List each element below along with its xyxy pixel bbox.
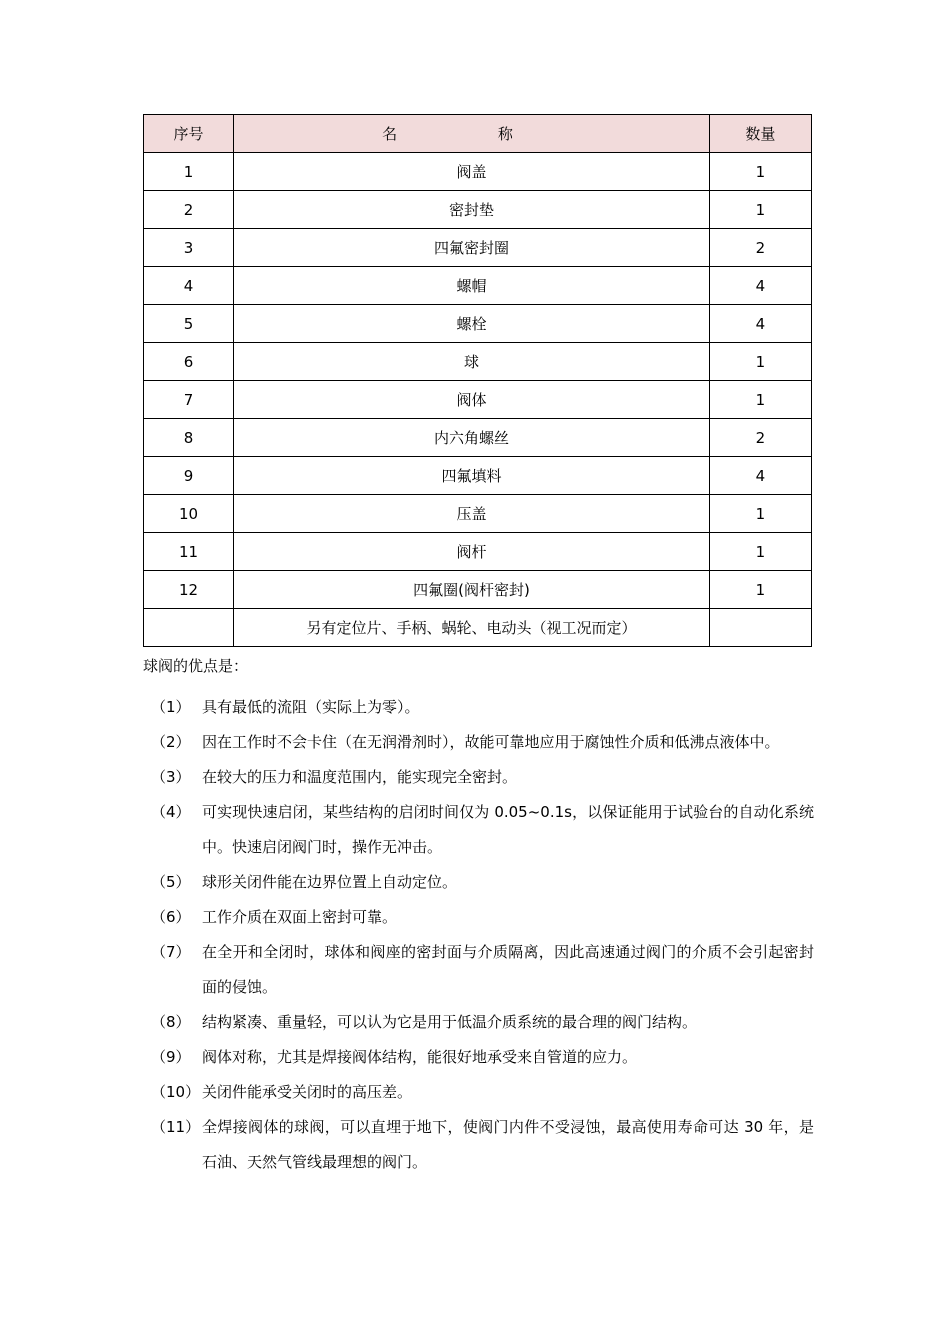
cell-no: 3 [144, 229, 234, 267]
cell-qty: 1 [709, 343, 811, 381]
cell-qty: 1 [709, 381, 811, 419]
cell-no: 11 [144, 533, 234, 571]
table-header-row [144, 115, 812, 153]
list-item [143, 935, 823, 1005]
cell-no: 7 [144, 381, 234, 419]
item-text: 在全开和全闭时，球体和阀座的密封面与介质隔离，因此高速通过阀门的介质不会引起密封面的侵蚀。 [202, 943, 814, 996]
header-no: 序号 [144, 115, 234, 153]
cell-qty: 2 [709, 229, 811, 267]
list-item [143, 1075, 823, 1110]
cell-no: 9 [144, 457, 234, 495]
cell-qty [709, 609, 811, 647]
item-number: （10） [151, 1083, 201, 1101]
table-row [144, 495, 812, 533]
cell-qty: 1 [709, 533, 811, 571]
cell-qty: 4 [709, 305, 811, 343]
advantages-intro: 球阀的优点是： [143, 657, 249, 675]
header-name: 名 称 [234, 115, 710, 153]
cell-name: 螺帽 [234, 267, 710, 305]
cell-qty: 1 [709, 153, 811, 191]
item-text: 球形关闭件能在边界位置上自动定位。 [202, 873, 458, 891]
item-number: （8） [151, 1013, 191, 1031]
cell-name: 球 [234, 343, 710, 381]
item-text: 可实现快速启闭，某些结构的启闭时间仅为 0.05~0.1s，以保证能用于试验台的自动化系统中。快速启闭阀门时，操作无冲击。 [202, 803, 814, 856]
cell-name: 密封垫 [234, 191, 710, 229]
list-item [143, 760, 823, 795]
cell-no: 10 [144, 495, 234, 533]
table-row [144, 457, 812, 495]
advantages-list [143, 690, 823, 1180]
table-row [144, 267, 812, 305]
cell-qty: 1 [709, 191, 811, 229]
list-item [143, 900, 823, 935]
item-number: （3） [151, 768, 191, 786]
cell-no: 5 [144, 305, 234, 343]
cell-name: 四氟密封圈 [234, 229, 710, 267]
table-row [144, 229, 812, 267]
item-text: 在较大的压力和温度范围内，能实现完全密封。 [202, 768, 518, 786]
list-item [143, 1005, 823, 1040]
list-item [143, 795, 823, 865]
table-row [144, 533, 812, 571]
item-number: （11） [151, 1118, 201, 1136]
cell-qty: 1 [709, 495, 811, 533]
cell-qty: 4 [709, 267, 811, 305]
cell-name: 四氟圈(阀杆密封) [234, 571, 710, 609]
table-row [144, 381, 812, 419]
table-row [144, 571, 812, 609]
cell-no: 1 [144, 153, 234, 191]
cell-qty: 4 [709, 457, 811, 495]
item-text: 因在工作时不会卡住（在无润滑剂时），故能可靠地应用于腐蚀性介质和低沸点液体中。 [202, 733, 780, 751]
table-row [144, 153, 812, 191]
item-number: （2） [151, 733, 191, 751]
cell-no: 8 [144, 419, 234, 457]
item-number: （4） [151, 803, 191, 821]
table-row [144, 343, 812, 381]
cell-no: 2 [144, 191, 234, 229]
item-text: 工作介质在双面上密封可靠。 [202, 908, 398, 926]
item-number: （5） [151, 873, 191, 891]
table-row [144, 419, 812, 457]
table-row [144, 305, 812, 343]
cell-no: 6 [144, 343, 234, 381]
list-item [143, 690, 823, 725]
cell-name: 阀盖 [234, 153, 710, 191]
item-number: （1） [151, 698, 191, 716]
cell-qty: 1 [709, 571, 811, 609]
item-text: 结构紧凑、重量轻，可以认为它是用于低温介质系统的最合理的阀门结构。 [202, 1013, 698, 1031]
item-text: 全焊接阀体的球阀，可以直埋于地下，使阀门内件不受浸蚀，最高使用寿命可达 30 年，是石油、天然气管线最理想的阀门。 [202, 1118, 814, 1171]
cell-qty: 2 [709, 419, 811, 457]
item-number: （6） [151, 908, 191, 926]
item-number: （7） [151, 943, 191, 961]
list-item [143, 725, 823, 760]
cell-no: 4 [144, 267, 234, 305]
cell-name: 内六角螺丝 [234, 419, 710, 457]
list-item [143, 1040, 823, 1075]
header-qty: 数量 [709, 115, 811, 153]
cell-no [144, 609, 234, 647]
cell-name: 压盖 [234, 495, 710, 533]
cell-name: 阀杆 [234, 533, 710, 571]
cell-name: 另有定位片、手柄、蜗轮、电动头（视工况而定） [234, 609, 710, 647]
list-item [143, 865, 823, 900]
cell-name: 阀体 [234, 381, 710, 419]
item-text: 具有最低的流阻（实际上为零）。 [202, 698, 420, 716]
item-text: 关闭件能承受关闭时的高压差。 [202, 1083, 413, 1101]
table-row [144, 191, 812, 229]
table-row-note [144, 609, 812, 647]
cell-no: 12 [144, 571, 234, 609]
parts-table [143, 114, 812, 647]
cell-name: 螺栓 [234, 305, 710, 343]
item-text: 阀体对称，尤其是焊接阀体结构，能很好地承受来自管道的应力。 [202, 1048, 638, 1066]
item-number: （9） [151, 1048, 191, 1066]
cell-name: 四氟填料 [234, 457, 710, 495]
list-item [143, 1110, 823, 1180]
